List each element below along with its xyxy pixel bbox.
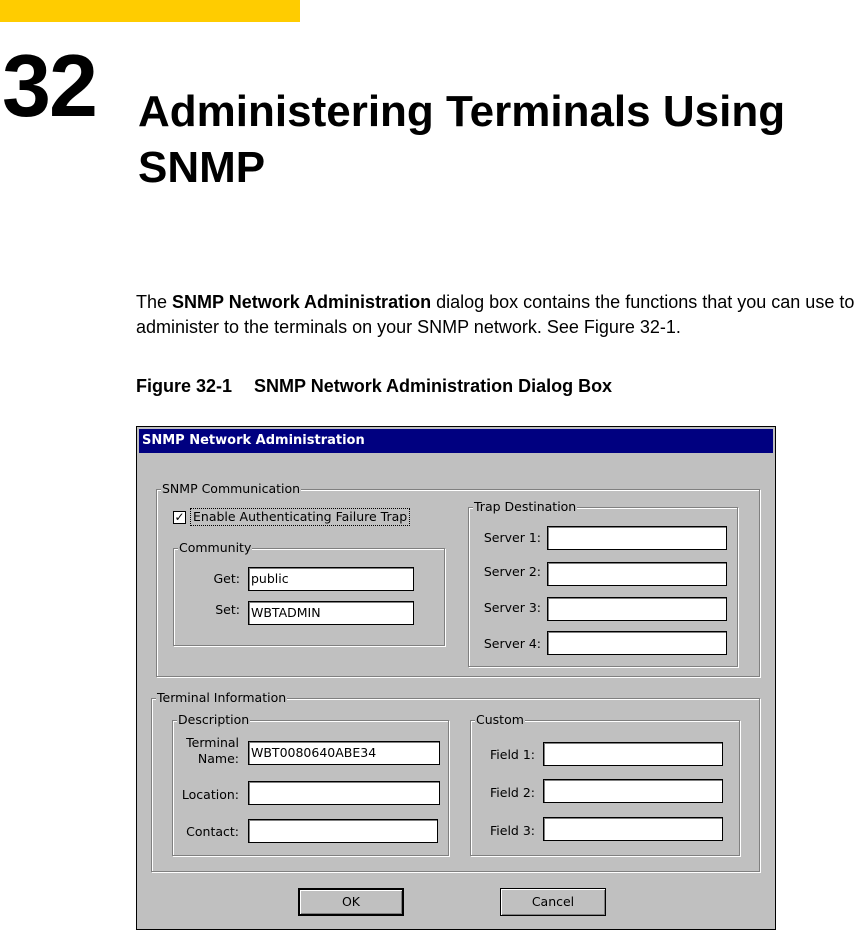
figure-number: Figure 32-1 xyxy=(136,376,233,396)
field-2-label: Field 2: xyxy=(490,785,535,800)
set-label: Set: xyxy=(215,602,240,617)
field-2-input[interactable] xyxy=(543,779,723,803)
enable-trap-label[interactable]: Enable Authenticating Failure Trap xyxy=(190,508,410,526)
description-group xyxy=(172,712,449,856)
cancel-button[interactable]: Cancel xyxy=(500,888,606,916)
field-3-label: Field 3: xyxy=(490,823,535,838)
server-2-label: Server 2: xyxy=(483,564,541,579)
custom-group xyxy=(470,712,740,856)
server-2-input[interactable] xyxy=(547,562,727,586)
ok-button[interactable]: OK xyxy=(298,888,404,916)
intro-bold: SNMP Network Administration xyxy=(172,292,432,312)
chapter-number: 32 xyxy=(2,36,96,135)
custom-legend: Custom xyxy=(476,712,524,727)
server-1-label: Server 1: xyxy=(483,530,541,545)
terminal-name-label-line1: Terminal xyxy=(186,735,239,750)
snmp-dialog xyxy=(136,426,776,930)
get-input[interactable]: public xyxy=(248,567,414,591)
intro-pre: The xyxy=(136,292,173,312)
server-4-label: Server 4: xyxy=(483,636,541,651)
field-1-label: Field 1: xyxy=(490,747,535,762)
field-1-input[interactable] xyxy=(543,742,723,766)
contact-label: Contact: xyxy=(186,824,239,839)
chapter-accent-bar xyxy=(0,0,300,22)
get-label: Get: xyxy=(213,571,240,586)
set-input[interactable]: WBTADMIN xyxy=(248,601,414,625)
location-label: Location: xyxy=(181,787,239,802)
intro-post: dialog box contains the functions that you can use to administer to the terminals on your SNMP network. See Figure 32-1. xyxy=(136,292,855,337)
trap-destination-group xyxy=(468,499,738,667)
figure-caption xyxy=(136,376,612,397)
snmp-communication-legend: SNMP Communication xyxy=(162,481,301,496)
snmp-communication-group xyxy=(156,481,760,677)
enable-trap-checkbox[interactable]: ✓ xyxy=(174,510,185,524)
dialog-title: SNMP Network Administration xyxy=(139,429,773,453)
terminal-name-input[interactable]: WBT0080640ABE34 xyxy=(248,741,440,765)
chapter-title: Administering Terminals Using SNMP xyxy=(138,87,786,192)
intro-paragraph xyxy=(136,290,866,340)
trap-destination-legend: Trap Destination xyxy=(474,499,577,514)
location-input[interactable] xyxy=(248,781,440,805)
server-4-input[interactable] xyxy=(547,631,727,655)
server-3-label: Server 3: xyxy=(483,600,541,615)
server-3-input[interactable] xyxy=(547,597,727,621)
field-3-input[interactable] xyxy=(543,817,723,841)
description-legend: Description xyxy=(178,712,250,727)
terminal-name-label-line2: Name: xyxy=(197,751,239,766)
community-group xyxy=(173,540,445,646)
figure-title: SNMP Network Administration Dialog Box xyxy=(254,376,613,396)
terminal-information-group xyxy=(151,690,760,872)
contact-input[interactable] xyxy=(248,819,438,843)
community-legend: Community xyxy=(179,540,252,555)
terminal-information-legend: Terminal Information xyxy=(157,690,287,705)
server-1-input[interactable] xyxy=(547,526,727,550)
